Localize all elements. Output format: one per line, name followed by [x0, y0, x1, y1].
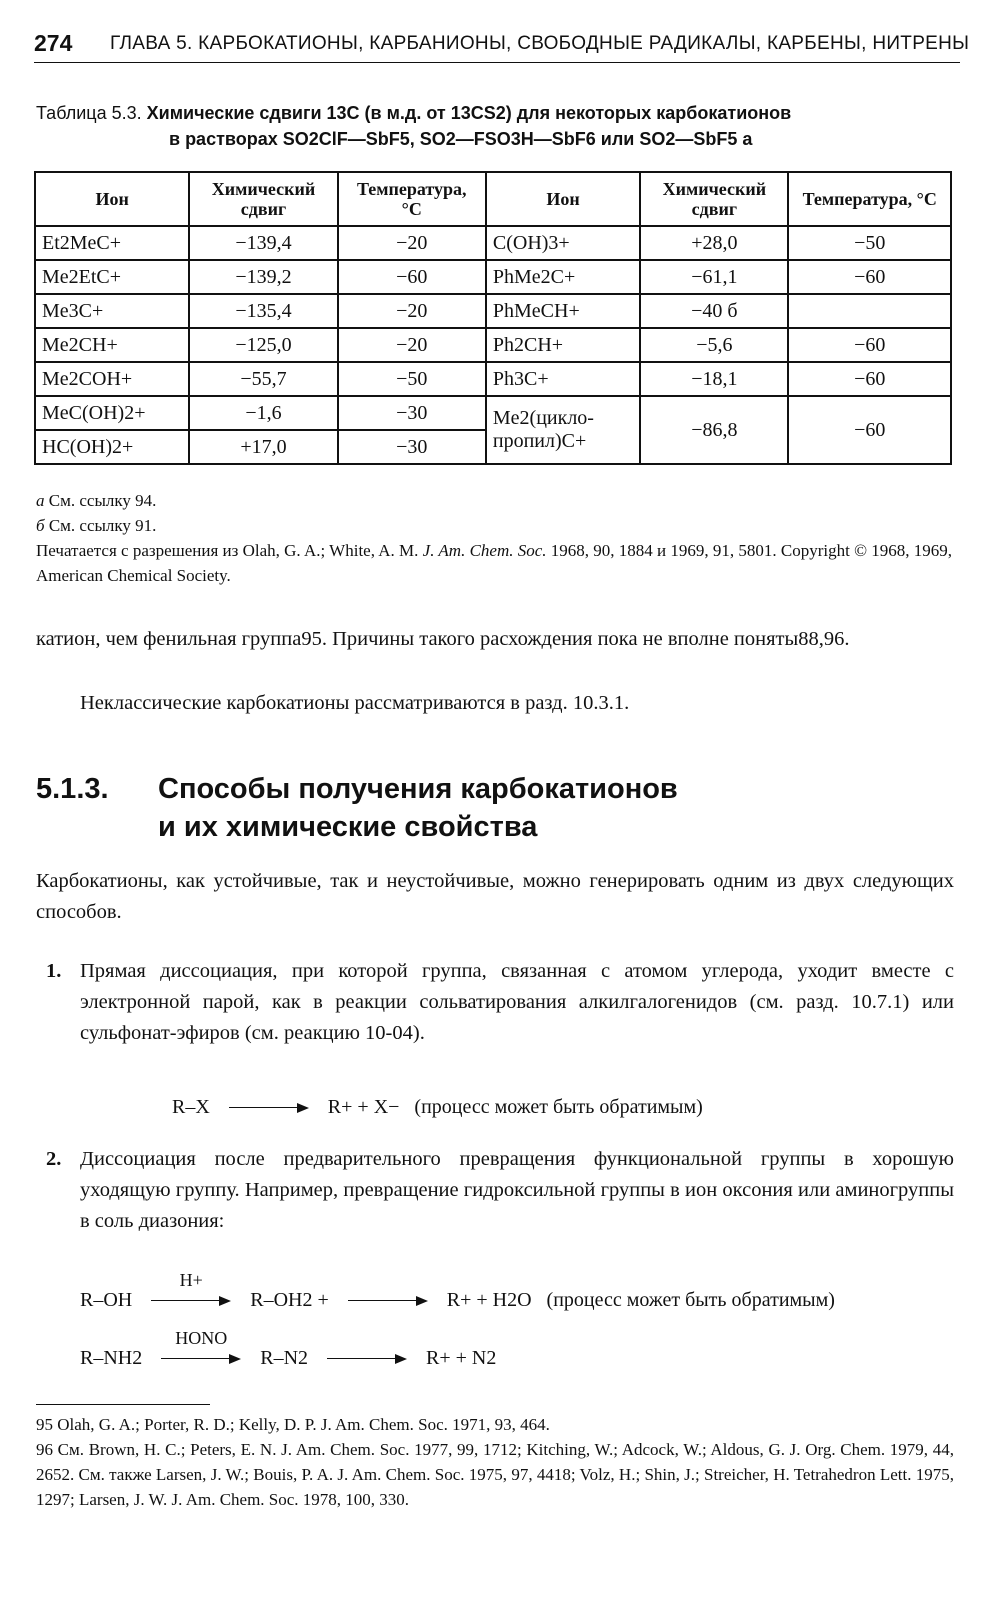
reaction-arrow-icon — [161, 1328, 241, 1364]
temp-cell: −20 — [338, 226, 486, 260]
eq2-left: R–OH — [80, 1289, 133, 1311]
item-number: 2. — [46, 1148, 62, 1170]
section-number: 5.1.3. — [36, 773, 109, 805]
equation-1 — [172, 1096, 703, 1119]
eq2-right: R+ + H2O — [446, 1289, 532, 1311]
ion-cell: Me2COH+ — [35, 362, 189, 396]
ion-cell: Me3C+ — [35, 294, 189, 328]
eq2-note: (процесс может быть обратимым) — [546, 1289, 835, 1311]
table-row — [35, 362, 951, 396]
col-header-shift: Химический сдвиг — [189, 172, 337, 226]
temp-cell: −60 — [788, 362, 951, 396]
note-b: б См. ссылку 91. — [36, 516, 157, 535]
temp-cell: −60 — [788, 328, 951, 362]
source-note: Печатается с разрешения из Olah, G. A.; White, A. M. J. Am. Chem. Soc. 1968, 90, 1884 и 1969, 91, 5801. Copyright © 1968, 1969, American Chemical Society. — [36, 541, 952, 585]
table-caption — [36, 100, 966, 152]
item-text: Диссоциация после предварительного превращения функциональной группы в хорошую уходящую группу. Например, превращение гидроксильной группы в ион оксония или аминогруппы в соль диазония: — [80, 1148, 954, 1232]
shift-cell: −125,0 — [189, 328, 337, 362]
item-number: 1. — [46, 960, 62, 982]
note-a: a См. ссылку 94. — [36, 491, 157, 510]
temp-cell: −50 — [338, 362, 486, 396]
reaction-arrow-icon — [229, 1103, 309, 1113]
equation-3 — [80, 1328, 497, 1370]
list-item — [36, 1144, 954, 1237]
table-caption-label: Таблица 5.3. — [36, 103, 142, 123]
ion-cell: Ph2CH+ — [486, 328, 640, 362]
shift-cell: −40 б — [640, 294, 788, 328]
temp-cell: −60 — [338, 260, 486, 294]
shift-cell: −1,6 — [189, 396, 337, 430]
paragraph: Неклассические карбокатионы рассматриваются в разд. 10.3.1. — [80, 692, 630, 714]
table-caption-line2: в растворах SO2ClF—SbF5, SO2—FSO3H—SbF6 или SO2—SbF5 a — [169, 129, 753, 149]
reaction-arrow-icon — [348, 1296, 428, 1306]
temp-cell: −30 — [338, 396, 486, 430]
shift-cell: −86,8 — [640, 396, 788, 464]
section-title-line1: Способы получения карбокатионов — [158, 773, 678, 805]
ion-cell: Me2(цикло-пропил)C+ — [486, 396, 640, 464]
chapter-title: ГЛАВА 5. КАРБОКАТИОНЫ, КАРБАНИОНЫ, СВОБОДНЫЕ РАДИКАЛЫ, КАРБЕНЫ, НИТРЕНЫ — [110, 33, 970, 54]
footnote-divider — [36, 1404, 210, 1405]
temp-cell: −30 — [338, 430, 486, 464]
table-row — [35, 294, 951, 328]
eq3-mid: R–N2 — [260, 1347, 309, 1369]
ion-cell: Et2MeC+ — [35, 226, 189, 260]
footnote-96: 96 См. Brown, H. C.; Peters, E. N. J. Am. Chem. Soc. 1977, 99, 1712; Kitching, W.; Adcock, W.; Aldous, G. J. Org. Chem. 1979, 44, 2652. См. также Larsen, J. W.; Bouis, P. A. J. Am. Chem. Soc. 1975, 97, 4418; Volz, H.; Shin, J.; Streicher, H. Tetrahedron Lett. 1975, 1297; Larsen, J. W. J. Am. Chem. Soc. 1978, 100, 330. — [36, 1440, 954, 1509]
temp-cell: −20 — [338, 328, 486, 362]
shift-cell: +17,0 — [189, 430, 337, 464]
ion-cell: Me2EtC+ — [35, 260, 189, 294]
temp-cell — [788, 294, 951, 328]
table-notes — [36, 488, 960, 588]
ion-cell: PhMeCH+ — [486, 294, 640, 328]
table-row — [35, 260, 951, 294]
equation-2 — [80, 1270, 835, 1312]
temp-cell: −60 — [788, 396, 951, 464]
item-text: Прямая диссоциация, при которой группа, связанная с атомом углерода, уходит вместе с электронной парой, как в реакции сольватирования алкилгалогенидов (см. разд. 10.7.1) или сульфонат-эфиров (см. реакцию 10-04). — [80, 960, 954, 1044]
col-header-shift: Химический сдвиг — [640, 172, 788, 226]
col-header-temp: Температура, °C — [788, 172, 951, 226]
temp-cell: −60 — [788, 260, 951, 294]
ion-cell: MeC(OH)2+ — [35, 396, 189, 430]
shift-cell: −18,1 — [640, 362, 788, 396]
eq3-right: R+ + N2 — [426, 1347, 497, 1369]
eq1-left: R–X — [172, 1096, 210, 1118]
table-row — [35, 328, 951, 362]
table-caption-line1: Химические сдвиги 13C (в м.д. от 13CS2) для некоторых карбокатионов — [146, 103, 792, 123]
paragraph: катион, чем фенильная группа95. Причины такого расхождения пока не вполне поняты88,96. — [36, 628, 850, 650]
table-header-row — [35, 172, 951, 226]
eq3-left: R–NH2 — [80, 1347, 143, 1369]
page-number: 274 — [34, 30, 73, 56]
ion-cell: PhMe2C+ — [486, 260, 640, 294]
ion-cell: HC(OH)2+ — [35, 430, 189, 464]
col-header-ion: Ион — [35, 172, 189, 226]
section-title-line2: и их химические свойства — [158, 811, 538, 843]
eq1-note: (процесс может быть обратимым) — [414, 1096, 703, 1118]
ion-cell: C(OH)3+ — [486, 226, 640, 260]
shift-cell: −135,4 — [189, 294, 337, 328]
paragraph: Карбокатионы, как устойчивые, так и неустойчивые, можно генерировать одним из двух следующих способов. — [36, 870, 954, 923]
shift-cell: −139,2 — [189, 260, 337, 294]
eq2-reagent: H+ — [179, 1270, 203, 1291]
chemical-shift-table — [34, 171, 952, 465]
shift-cell: −139,4 — [189, 226, 337, 260]
running-header — [34, 28, 970, 63]
reaction-arrow-icon — [327, 1354, 407, 1364]
table-row — [35, 226, 951, 260]
shift-cell: −61,1 — [640, 260, 788, 294]
footnotes — [36, 1412, 954, 1512]
col-header-temp: Температура, °C — [338, 172, 486, 226]
shift-cell: −55,7 — [189, 362, 337, 396]
table-row — [35, 396, 951, 430]
eq2-mid: R–OH2 + — [250, 1289, 329, 1311]
temp-cell: −50 — [788, 226, 951, 260]
col-header-ion: Ион — [486, 172, 640, 226]
eq1-right: R+ + X− — [327, 1096, 400, 1118]
shift-cell: +28,0 — [640, 226, 788, 260]
eq3-reagent: HONO — [175, 1328, 228, 1349]
footnote-95: 95 Olah, G. A.; Porter, R. D.; Kelly, D. P. J. Am. Chem. Soc. 1971, 93, 464. — [36, 1415, 550, 1434]
temp-cell: −20 — [338, 294, 486, 328]
reaction-arrow-icon — [151, 1270, 231, 1306]
shift-cell: −5,6 — [640, 328, 788, 362]
list-item — [36, 956, 954, 1049]
ion-cell: Me2CH+ — [35, 328, 189, 362]
ion-cell: Ph3C+ — [486, 362, 640, 396]
